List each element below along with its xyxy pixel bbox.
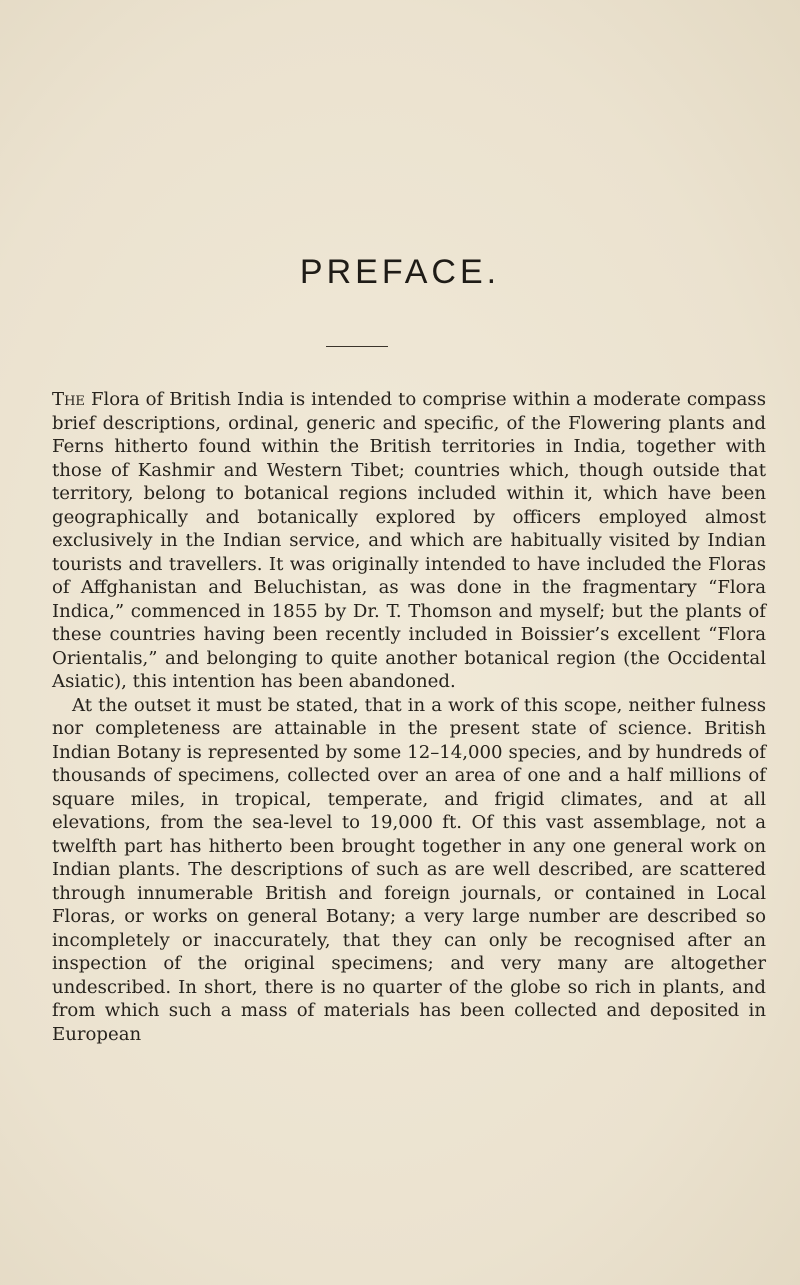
paragraph-2 (52, 694, 766, 1047)
preface-body (52, 388, 766, 1046)
paragraph-1-text: Flora of British India is intended to comprise within a moderate compass brief descriptions, ordinal, generic and specific, of the Flowering plants and Ferns hitherto found within the British territories in India, together with those of Kashmir and Western Tibet; countries which, though outside that territory, belong to botanical regions included within it, which have been geographically and botanically explored by officers employed almost exclusively in the Indian service, and which are habitually visited by Indian tourists and travellers. It was originally intended to have included the Floras of Affghanistan and Beluchistan, as was done in the fragmentary “Flora Indica,” commenced in 1855 by Dr. T. Thomson and myself; but the plants of these countries having been recently included in Boissier’s excellent “Flora Orientalis,” and belonging to quite another botanical region (the Occidental Asiatic), this intention has been abandoned. (52, 389, 766, 692)
heading-rule (326, 346, 388, 347)
paragraph-1 (52, 388, 766, 694)
page-heading: PREFACE. (299, 253, 501, 291)
paragraph-2-text: At the outset it must be stated, that in a work of this scope, neither fulness nor completeness are attainable in the present state of science. British Indian Botany is represented by some 12–14,000 species, and by hundreds of thousands of specimens, collected over an area of one and a half millions of square miles, in tropical, temperate, and frigid climates, and at all elevations, from the sea-level to 19,000 ft. Of this vast assemblage, not a twelfth part has hitherto been brought together in any one general work on Indian plants. The descriptions of such as are well described, are scattered through innumerable British and foreign journals, or contained in Local Floras, or works on general Botany; a very large number are described so incompletely or inaccurately, that they can only be recognised after an inspection of the original specimens; and very many are altogether undescribed. In short, there is no quarter of the globe so rich in plants, and from which such a mass of materials has been collected and deposited in European (52, 694, 766, 1045)
paragraph-1-lead: The (52, 389, 85, 410)
